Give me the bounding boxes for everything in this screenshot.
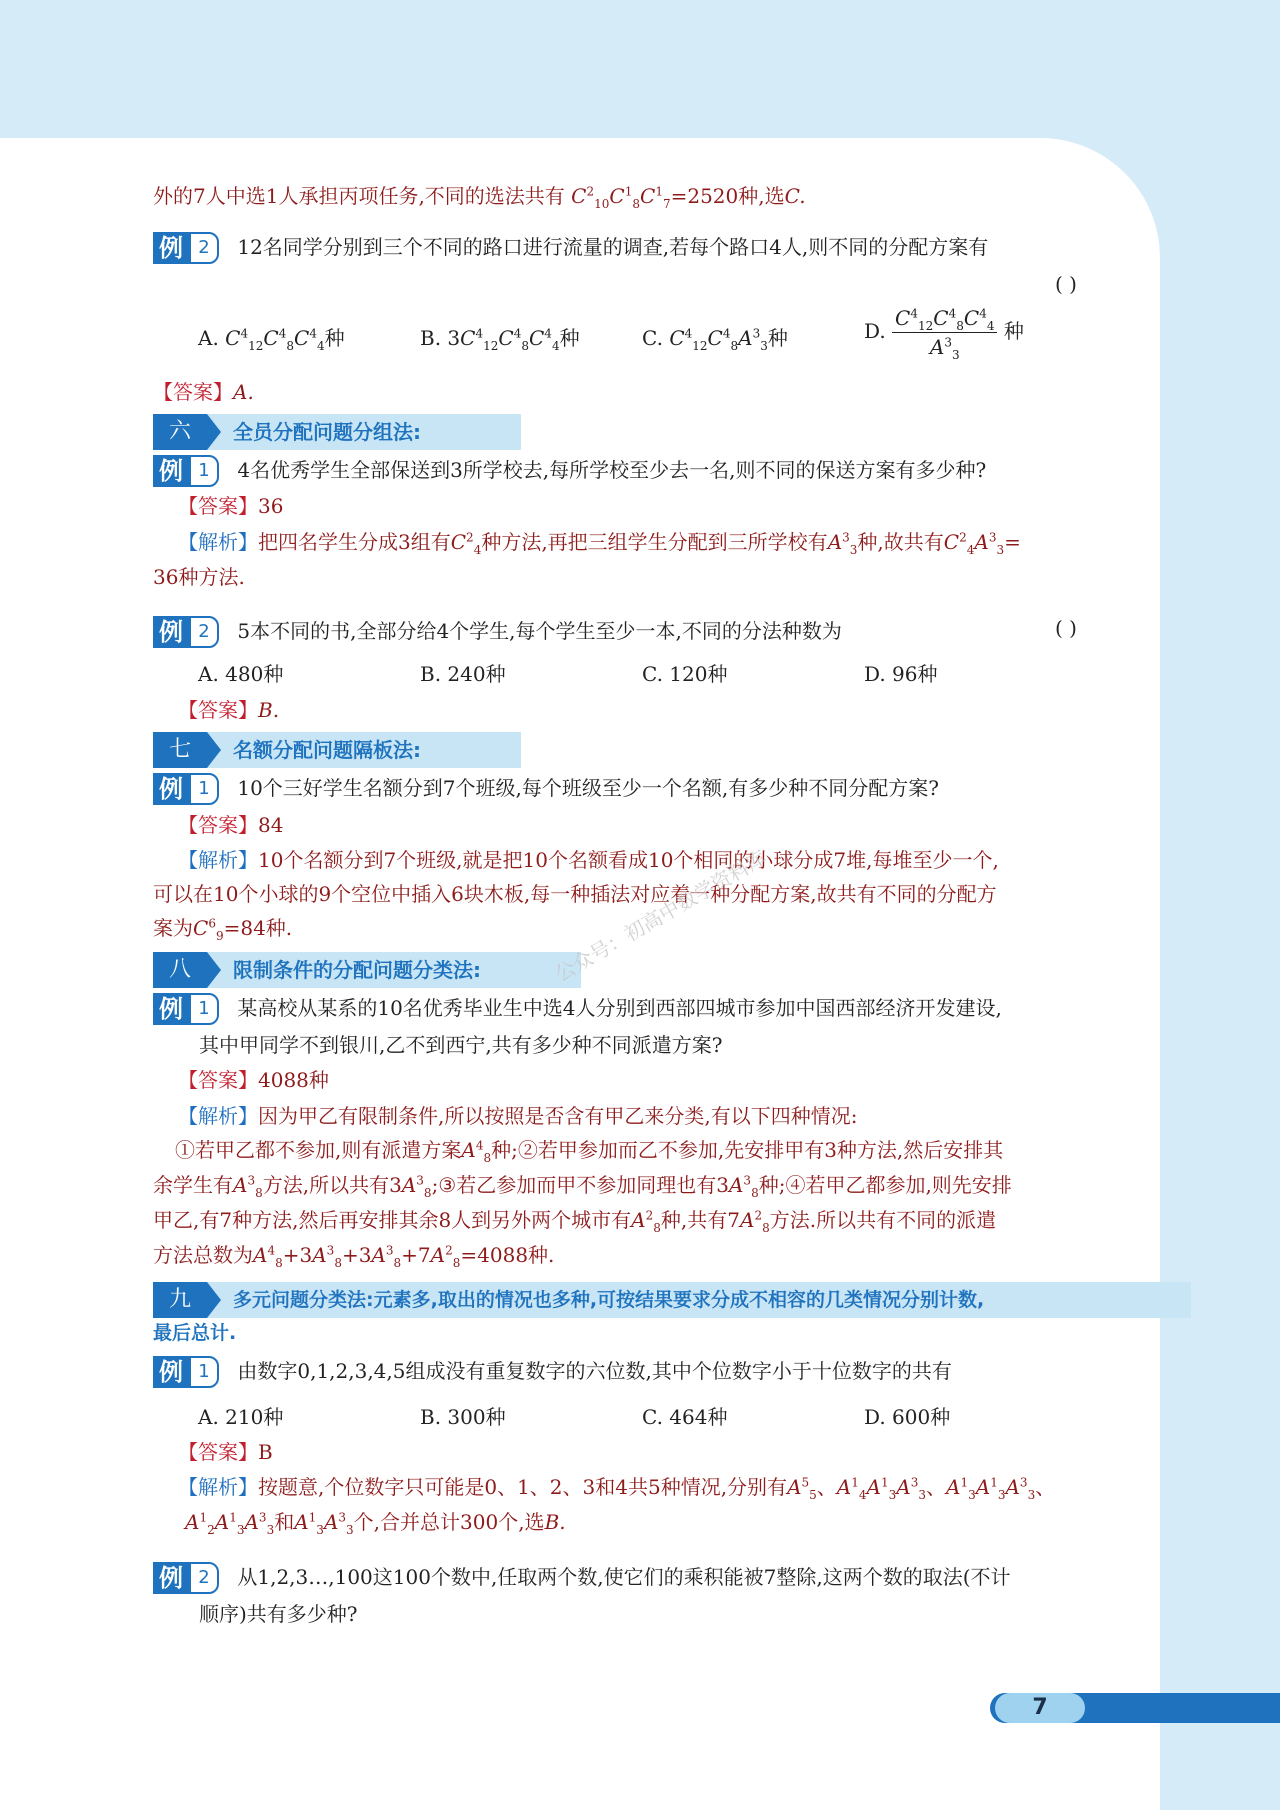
analysis-text: 方法.所以共有不同的派遣 bbox=[769, 1208, 997, 1232]
analysis-text: 种方法,再把三组学生分配到三所学校有 bbox=[481, 530, 828, 554]
analysis-text: 10个名额分到7个班级,就是把10个名额看成10个相同的小球分成7堆,每堆至少一个, bbox=[258, 848, 999, 872]
example-label: 例 bbox=[153, 773, 189, 805]
continuation-text: 外的7人中选1人承担丙项任务,不同的选法共有 bbox=[153, 184, 565, 208]
option-letter: D. bbox=[864, 319, 886, 343]
option-b: B. $3C^4_{12}C^4_8C^4_4$种 bbox=[420, 326, 580, 353]
section-header-9 bbox=[153, 1282, 1191, 1318]
sec7-analysis-line-1 bbox=[178, 850, 999, 870]
sec6-ex2-answer bbox=[178, 700, 279, 720]
sec8-example-1 bbox=[153, 993, 1002, 1025]
section-arrow bbox=[207, 414, 221, 450]
section-number: 六 bbox=[153, 414, 207, 450]
sec8-analysis-line-0 bbox=[178, 1106, 857, 1126]
example-label: 例 bbox=[153, 993, 189, 1025]
analysis-text: 种,故共有 bbox=[857, 530, 944, 554]
answer-line bbox=[153, 382, 254, 402]
section-title: 多元问题分类法:元素多,取出的情况也多种,可按结果要求分成不相容的几类情况分别计数, bbox=[233, 1289, 985, 1311]
example-badge bbox=[153, 1356, 219, 1388]
page-number: 7 bbox=[995, 1693, 1085, 1723]
section-header-8 bbox=[153, 952, 581, 988]
answer-tag: 【答案】 bbox=[178, 494, 258, 518]
example-2-question bbox=[153, 232, 988, 264]
analysis-text: 个,合并总计300个,选 bbox=[353, 1510, 545, 1534]
example-text: 某高校从某系的10名优秀毕业生中选4人分别到西部四城市参加中国西部经济开发建设, bbox=[237, 995, 1002, 1020]
section-arrow bbox=[207, 952, 221, 988]
sec7-answer bbox=[178, 815, 283, 835]
example-number: 2 bbox=[189, 616, 219, 648]
analysis-text: 案为 bbox=[153, 916, 193, 940]
sec6-answer bbox=[178, 496, 283, 516]
analysis-text: 方法总数为 bbox=[153, 1243, 253, 1267]
analysis-text: 把四名学生分成3组有 bbox=[258, 530, 451, 554]
analysis-text: 种;④若甲乙都参加,则先安排 bbox=[758, 1173, 1012, 1197]
sec9-answer bbox=[178, 1442, 273, 1462]
sec8-answer bbox=[178, 1070, 329, 1090]
analysis-text: ①若甲乙都不参加,则有派遣方案 bbox=[175, 1138, 462, 1162]
example-label: 例 bbox=[153, 1562, 189, 1594]
answer-tag: 【答案】 bbox=[178, 813, 258, 837]
example-number: 1 bbox=[189, 455, 219, 487]
sec9-example-1 bbox=[153, 1356, 952, 1388]
analysis-tag: 【解析】 bbox=[178, 848, 258, 872]
section-title: 全员分配问题分组法: bbox=[233, 420, 421, 444]
answer-tag: 【答案】 bbox=[153, 380, 233, 404]
sec7-analysis-line-2: 可以在10个小球的9个空位中插入6块木板,每一种插法对应着一种分配方案,故共有不同的分配方 bbox=[153, 882, 997, 906]
sec9-example-2 bbox=[153, 1562, 1011, 1594]
option-a: A. 480种 bbox=[198, 662, 284, 686]
example-text: 由数字0,1,2,3,4,5组成没有重复数字的六位数,其中个位数字小于十位数字的共有 bbox=[237, 1358, 952, 1383]
option-letter: B. bbox=[420, 326, 442, 350]
option-d: D. 96种 bbox=[864, 662, 938, 686]
option-a: A. 210种 bbox=[198, 1405, 284, 1429]
example-number: 2 bbox=[189, 232, 219, 264]
example-number: 1 bbox=[189, 993, 219, 1025]
right-margin-strip bbox=[1160, 138, 1280, 1810]
analysis-tag: 【解析】 bbox=[178, 1104, 258, 1128]
option-c: C. 120种 bbox=[642, 662, 728, 686]
sec9-analysis-line-1: 【解析】按题意,个位数字只可能是0、1、2、3和4共5种情况,分别有$A^5_5$、$A^1_4A^1_3A^3_3$、$A^1_3A^1_3A^3_3$、 bbox=[178, 1475, 1056, 1502]
section-header-6 bbox=[153, 414, 521, 450]
example-text: 4名优秀学生全部保送到3所学校去,每所学校至少去一名,则不同的保送方案有多少种? bbox=[237, 457, 987, 482]
continuation-end: =2520种,选 bbox=[670, 184, 785, 208]
analysis-text: 种,共有7 bbox=[660, 1208, 740, 1232]
answer-value: 36 bbox=[258, 494, 284, 518]
section-number: 七 bbox=[153, 732, 207, 768]
answer-tag: 【答案】 bbox=[178, 1068, 258, 1092]
answer-tag: 【答案】 bbox=[178, 698, 258, 722]
analysis-text: ;③若乙参加而甲不参加同理也有3 bbox=[431, 1173, 729, 1197]
option-b: B. 240种 bbox=[420, 662, 506, 686]
continuation-line: 外的7人中选1人承担丙项任务,不同的选法共有 $C^2_{10}C^1_8C^1_7=2520$种,选C. bbox=[153, 184, 806, 211]
option-unit: 种 bbox=[1003, 319, 1024, 343]
analysis-text: =4088种. bbox=[460, 1243, 555, 1267]
sec8-analysis-line-3: 甲乙,有7种方法,然后再安排其余8人到另外两个城市有$A^2_8$种,共有$7A^2_8$方法.所以共有不同的派遣 bbox=[153, 1208, 997, 1235]
fraction: $\frac{C^4_{12}C^4_8C^4_4}{A^3_3}$ bbox=[892, 306, 997, 359]
example-text: 5本不同的书,全部分给4个学生,每个学生至少一本,不同的分法种数为 bbox=[237, 618, 842, 643]
example-badge bbox=[153, 773, 219, 805]
section-number: 八 bbox=[153, 952, 207, 988]
example-badge bbox=[153, 993, 219, 1025]
answer-value: A. bbox=[233, 380, 254, 404]
answer-value: 84 bbox=[258, 813, 284, 837]
analysis-text: 因为甲乙有限制条件,所以按照是否含有甲乙来分类,有以下四种情况: bbox=[258, 1104, 858, 1128]
example-text: 从1,2,3…,100这100个数中,任取两个数,使它们的乘积能被7整除,这两个数的取法(不计 bbox=[237, 1564, 1011, 1589]
analysis-tag: 【解析】 bbox=[178, 530, 258, 554]
analysis-text: 余学生有 bbox=[153, 1173, 233, 1197]
watermark: 公众号：初高中数学资料库 bbox=[550, 845, 771, 987]
example-label: 例 bbox=[153, 232, 189, 264]
section-title: 限制条件的分配问题分类法: bbox=[233, 958, 481, 982]
answer-paren: ( ) bbox=[1055, 272, 1077, 296]
analysis-text: 按题意,个位数字只可能是0、1、2、3和4共5种情况,分别有 bbox=[258, 1475, 788, 1499]
analysis-text: 甲乙,有7种方法,然后再安排其余8人到另外两个城市有 bbox=[153, 1208, 632, 1232]
option-unit: 种 bbox=[767, 326, 788, 350]
answer-value: B. bbox=[258, 698, 280, 722]
option-d: D. 600种 bbox=[864, 1405, 951, 1429]
option-unit: 种 bbox=[324, 326, 345, 350]
analysis-text: 种;②若甲参加而乙不参加,先安排甲有3种方法,然后安排其 bbox=[491, 1138, 1004, 1162]
sec6-analysis-line-1: 【解析】把四名学生分成3组有$C^2_4$种方法,再把三组学生分配到三所学校有$A^3_3$种,故共有$C^2_4A^3_3=$ bbox=[178, 530, 1021, 557]
answer-paren: ( ) bbox=[1055, 616, 1077, 640]
option-letter: A. bbox=[198, 326, 219, 350]
section-header-7 bbox=[153, 732, 521, 768]
analysis-text: B. bbox=[544, 1510, 566, 1534]
analysis-tag: 【解析】 bbox=[178, 1475, 258, 1499]
analysis-text: =84种. bbox=[223, 916, 293, 940]
example-badge bbox=[153, 1562, 219, 1594]
example-number: 1 bbox=[189, 1356, 219, 1388]
section-number: 九 bbox=[153, 1282, 207, 1318]
example-number: 2 bbox=[189, 1562, 219, 1594]
analysis-text: 方法,所以共有3 bbox=[262, 1173, 402, 1197]
sec6-example-1 bbox=[153, 455, 986, 487]
analysis-text: 和 bbox=[274, 1510, 295, 1534]
example-badge bbox=[153, 455, 219, 487]
continuation-choice: C. bbox=[784, 184, 806, 208]
sec9-analysis-line-2: $A^1_2A^1_3A^3_3$和$A^1_3A^3_3$个,合并总计300个,选B. bbox=[185, 1510, 566, 1537]
sec8-analysis-line-1: ①若甲乙都不参加,则有派遣方案$A^4_8$种;②若甲参加而乙不参加,先安排甲有3种方法,然后安排其 bbox=[175, 1138, 1004, 1165]
section-title-continued: 最后总计. bbox=[153, 1322, 237, 1344]
section-arrow bbox=[207, 732, 221, 768]
option-letter: C. bbox=[642, 326, 663, 350]
example-badge bbox=[153, 232, 219, 264]
sec7-analysis-line-3: 案为$C^6_9=84$种. bbox=[153, 916, 293, 943]
example-label: 例 bbox=[153, 1356, 189, 1388]
example-label: 例 bbox=[153, 455, 189, 487]
analysis-text: = bbox=[1004, 530, 1021, 554]
option-c: C. $C^4_{12}C^4_8A^3_3$种 bbox=[642, 326, 788, 353]
example-number: 1 bbox=[189, 773, 219, 805]
section-title: 名额分配问题隔板法: bbox=[233, 738, 421, 762]
example-label: 例 bbox=[153, 616, 189, 648]
answer-value: B bbox=[258, 1440, 273, 1464]
example-text: 12名同学分别到三个不同的路口进行流量的调查,若每个路口4人,则不同的分配方案有 bbox=[237, 234, 989, 259]
example-badge bbox=[153, 616, 219, 648]
option-b: B. 300种 bbox=[420, 1405, 506, 1429]
sec6-analysis-line-2: 36种方法. bbox=[153, 565, 245, 589]
answer-value: 4088种 bbox=[258, 1068, 329, 1092]
answer-tag: 【答案】 bbox=[178, 1440, 258, 1464]
option-c: C. 464种 bbox=[642, 1405, 728, 1429]
option-a: A. $C^4_{12}C^4_8C^4_4$种 bbox=[198, 326, 345, 353]
option-unit: 种 bbox=[559, 326, 580, 350]
sec8-analysis-line-2: 余学生有$A^3_8$方法,所以共有$3A^3_8;③$若乙参加而甲不参加同理也有$3A^3_8$种;④若甲乙都参加,则先安排 bbox=[153, 1173, 1012, 1200]
sec8-analysis-line-4: 方法总数为$A^4_8+3A^3_8+3A^3_8+7A^2_8=4088$种. bbox=[153, 1243, 555, 1270]
option-d bbox=[864, 306, 1024, 362]
sec8-example-text-2: 其中甲同学不到银川,乙不到西宁,共有多少种不同派遣方案? bbox=[199, 1033, 723, 1057]
sec9-example-2-text-2: 顺序)共有多少种? bbox=[199, 1602, 358, 1626]
sec6-example-2 bbox=[153, 616, 842, 648]
sec7-example-1 bbox=[153, 773, 939, 805]
section-arrow bbox=[207, 1282, 221, 1318]
example-text: 10个三好学生名额分到7个班级,每个班级至少一个名额,有多少种不同分配方案? bbox=[237, 775, 939, 800]
